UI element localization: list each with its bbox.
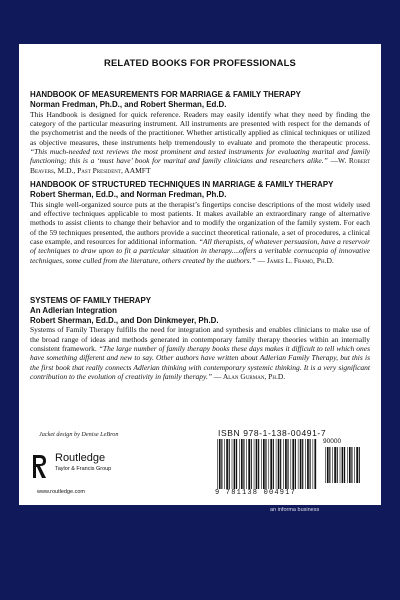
publisher-logo bbox=[29, 449, 169, 499]
book-authors: Robert Sherman, Ed.D., and Don Dinkmeyer, Ph.D. bbox=[30, 315, 219, 325]
publisher-url: www.routledge.com bbox=[37, 489, 85, 495]
price-barcode-bars bbox=[323, 447, 363, 483]
ean-digits: 9 781138 004917 bbox=[215, 489, 297, 497]
book-title: HANDBOOK OF MEASUREMENTS FOR MARRIAGE & FAMILY THERAPY bbox=[30, 90, 301, 99]
publisher-name: Routledge bbox=[55, 452, 106, 464]
ean-barcode-bars bbox=[215, 439, 319, 489]
routledge-r-logo-icon bbox=[29, 451, 49, 483]
review-quote: “The large number of family therapy books these days makes it difficult to tell which ones have something different and new to say. Other authors have written about Adlerian Family Therapy, but this is the first book that really connects Adlerian thinking with contemporary systemic thinking. It is a very significant contribution to the evolution of creativity in family therapy.” bbox=[30, 344, 370, 382]
cover-credit: Jacket design by Denise LeBron bbox=[39, 431, 119, 438]
book-title: SYSTEMS OF FAMILY THERAPY bbox=[30, 296, 152, 305]
review-source: — Alan Gurman, Ph.D. bbox=[213, 372, 286, 382]
review-quote: “All therapists, of whatever persuasion, have a reservoir of techniques to draw upon to fit a particular situation in therapy....offers a veritable cornucopia of innovative techniques, some culled from the literature, others created by the authors.” bbox=[30, 236, 371, 265]
description-text: This single well-organized source puts at the therapist’s fingertips concise descriptions of the most widely used and effective techniques applicable to most patients. It makes available an extraordinary range of alternative methods to assist clients to change their behavior and to modify the organization of the family system. For each of the 59 techniques presented, the authors provide a succinct theoretical rationale, a set of procedures, a clinical case example, and resources for additional information. bbox=[30, 199, 370, 246]
review-source: —W. Robert Beavers, M.D., Past President, AAMFT bbox=[30, 156, 371, 175]
book-entry-3 bbox=[30, 296, 370, 381]
informa-tagline: an informa business bbox=[270, 507, 320, 513]
back-cover-panel bbox=[19, 44, 381, 505]
book-description bbox=[30, 200, 370, 265]
description-text: This Handbook is designed for quick reference. Readers may easily identify what they need by finding the category of the particular measuring instrument. All instruments are presented with respect for the demands of the psychometrist and the needs of the practitioner. Whether artistically applied as clinical techniques or utilized as objective measures, these instruments help tremendously to evaluate and promote the therapeutic process. bbox=[30, 109, 370, 147]
book-subtitle: An Adlerian Integration bbox=[30, 305, 117, 315]
publisher-tagline: Taylor & Francis Group bbox=[55, 466, 112, 472]
page-title: RELATED BOOKS FOR PROFESSIONALS bbox=[104, 57, 296, 68]
book-description bbox=[30, 325, 370, 381]
book-entry-1 bbox=[30, 90, 370, 175]
book-title: HANDBOOK OF STRUCTURED TECHNIQUES IN MARRIAGE & FAMILY THERAPY bbox=[30, 180, 334, 189]
isbn-barcode bbox=[215, 428, 371, 503]
review-source: — James L. Framo, Ph.D. bbox=[257, 255, 334, 265]
isbn-label: ISBN 978-1-138-00491-7 bbox=[218, 428, 327, 438]
review-quote: “This much-needed text reviews the most prominent and tested instruments for evaluating marital and family functioning; this is a ‘must have’ book for marital and family clinicians and researchers alike.” bbox=[30, 146, 370, 166]
book-authors: Norman Fredman, Ph.D., and Robert Sherman, Ed.D. bbox=[30, 99, 227, 109]
book-description bbox=[30, 110, 370, 175]
book-entry-2 bbox=[30, 180, 370, 265]
book-authors: Robert Sherman, Ed.D., and Norman Fredman, Ph.D. bbox=[30, 189, 227, 199]
description-text: Systems of Family Therapy fulfills the need for integration and synthesis and enables clinicians to make use of the broad range of ideas and methods generated in contemporary family therapy theories within an internally consistent framework. bbox=[30, 325, 370, 354]
price-code: 90000 bbox=[323, 438, 342, 445]
